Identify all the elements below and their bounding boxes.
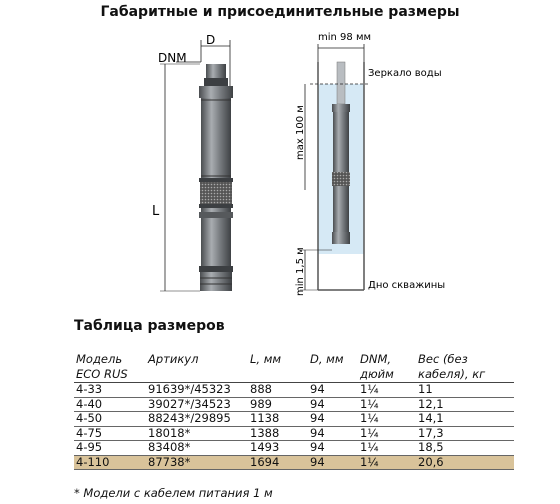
dnm-label: DNM (158, 51, 187, 65)
footnote: * Модели с кабелем питания 1 м (74, 486, 273, 500)
cell-l: 1138 (248, 412, 308, 427)
table-row-highlighted (74, 455, 514, 470)
min-width-label: min 98 мм (318, 32, 372, 43)
cell-model: 4-33 (74, 383, 146, 398)
cell-dnm: 1¼ (358, 426, 416, 441)
cell-weight: 20,6 (416, 455, 514, 470)
max-depth-label: max 100 м (295, 105, 306, 160)
cell-article: 83408* (146, 441, 248, 456)
cell-model: 4-50 (74, 412, 146, 427)
cell-model: 4-40 (74, 397, 146, 412)
table-row (74, 397, 514, 412)
cell-d: 94 (308, 426, 358, 441)
pump-drawing (160, 40, 233, 291)
l-label: L (152, 204, 160, 219)
table-header-row (74, 352, 514, 383)
page-title: Габаритные и присоединительные размеры (100, 4, 460, 20)
header-model: Модель ECO RUS (74, 352, 146, 383)
cell-weight: 12,1 (416, 397, 514, 412)
table-title: Таблица размеров (74, 318, 225, 334)
cell-l: 1694 (248, 455, 308, 470)
cell-d: 94 (308, 441, 358, 456)
cell-d: 94 (308, 383, 358, 398)
cell-model: 4-95 (74, 441, 146, 456)
cell-article: 91639*/45323 (146, 383, 248, 398)
header-l: L, мм (248, 352, 308, 383)
well-drawing (300, 44, 368, 290)
well-bottom-label: Дно скважины (368, 280, 446, 291)
cell-article: 87738* (146, 455, 248, 470)
cell-d: 94 (308, 412, 358, 427)
cell-dnm: 1¼ (358, 383, 416, 398)
cell-l: 1388 (248, 426, 308, 441)
cell-model: 4-110 (74, 455, 146, 470)
size-table (74, 352, 514, 470)
cell-model: 4-75 (74, 426, 146, 441)
cell-article: 39027*/34523 (146, 397, 248, 412)
header-article: Артикул (146, 352, 248, 383)
cell-l: 1493 (248, 441, 308, 456)
cell-d: 94 (308, 455, 358, 470)
header-d: D, мм (308, 352, 358, 383)
cell-article: 18018* (146, 426, 248, 441)
cell-dnm: 1¼ (358, 441, 416, 456)
cell-weight: 11 (416, 383, 514, 398)
cell-dnm: 1¼ (358, 397, 416, 412)
cell-l: 989 (248, 397, 308, 412)
header-dnm: DNM, дюйм (358, 352, 416, 383)
cell-dnm: 1¼ (358, 412, 416, 427)
cell-weight: 18,5 (416, 441, 514, 456)
table-row (74, 383, 514, 398)
table-row (74, 426, 514, 441)
cell-weight: 14,1 (416, 412, 514, 427)
min-bottom-label: min 1,5 м (295, 247, 306, 296)
header-weight: Вес (без кабеля), кг (416, 352, 514, 383)
cell-l: 888 (248, 383, 308, 398)
cell-dnm: 1¼ (358, 455, 416, 470)
water-mirror-label: Зеркало воды (368, 68, 442, 79)
d-label: D (206, 33, 216, 47)
cell-d: 94 (308, 397, 358, 412)
table-row (74, 441, 514, 456)
cell-article: 88243*/29895 (146, 412, 248, 427)
table-row (74, 412, 514, 427)
cell-weight: 17,3 (416, 426, 514, 441)
